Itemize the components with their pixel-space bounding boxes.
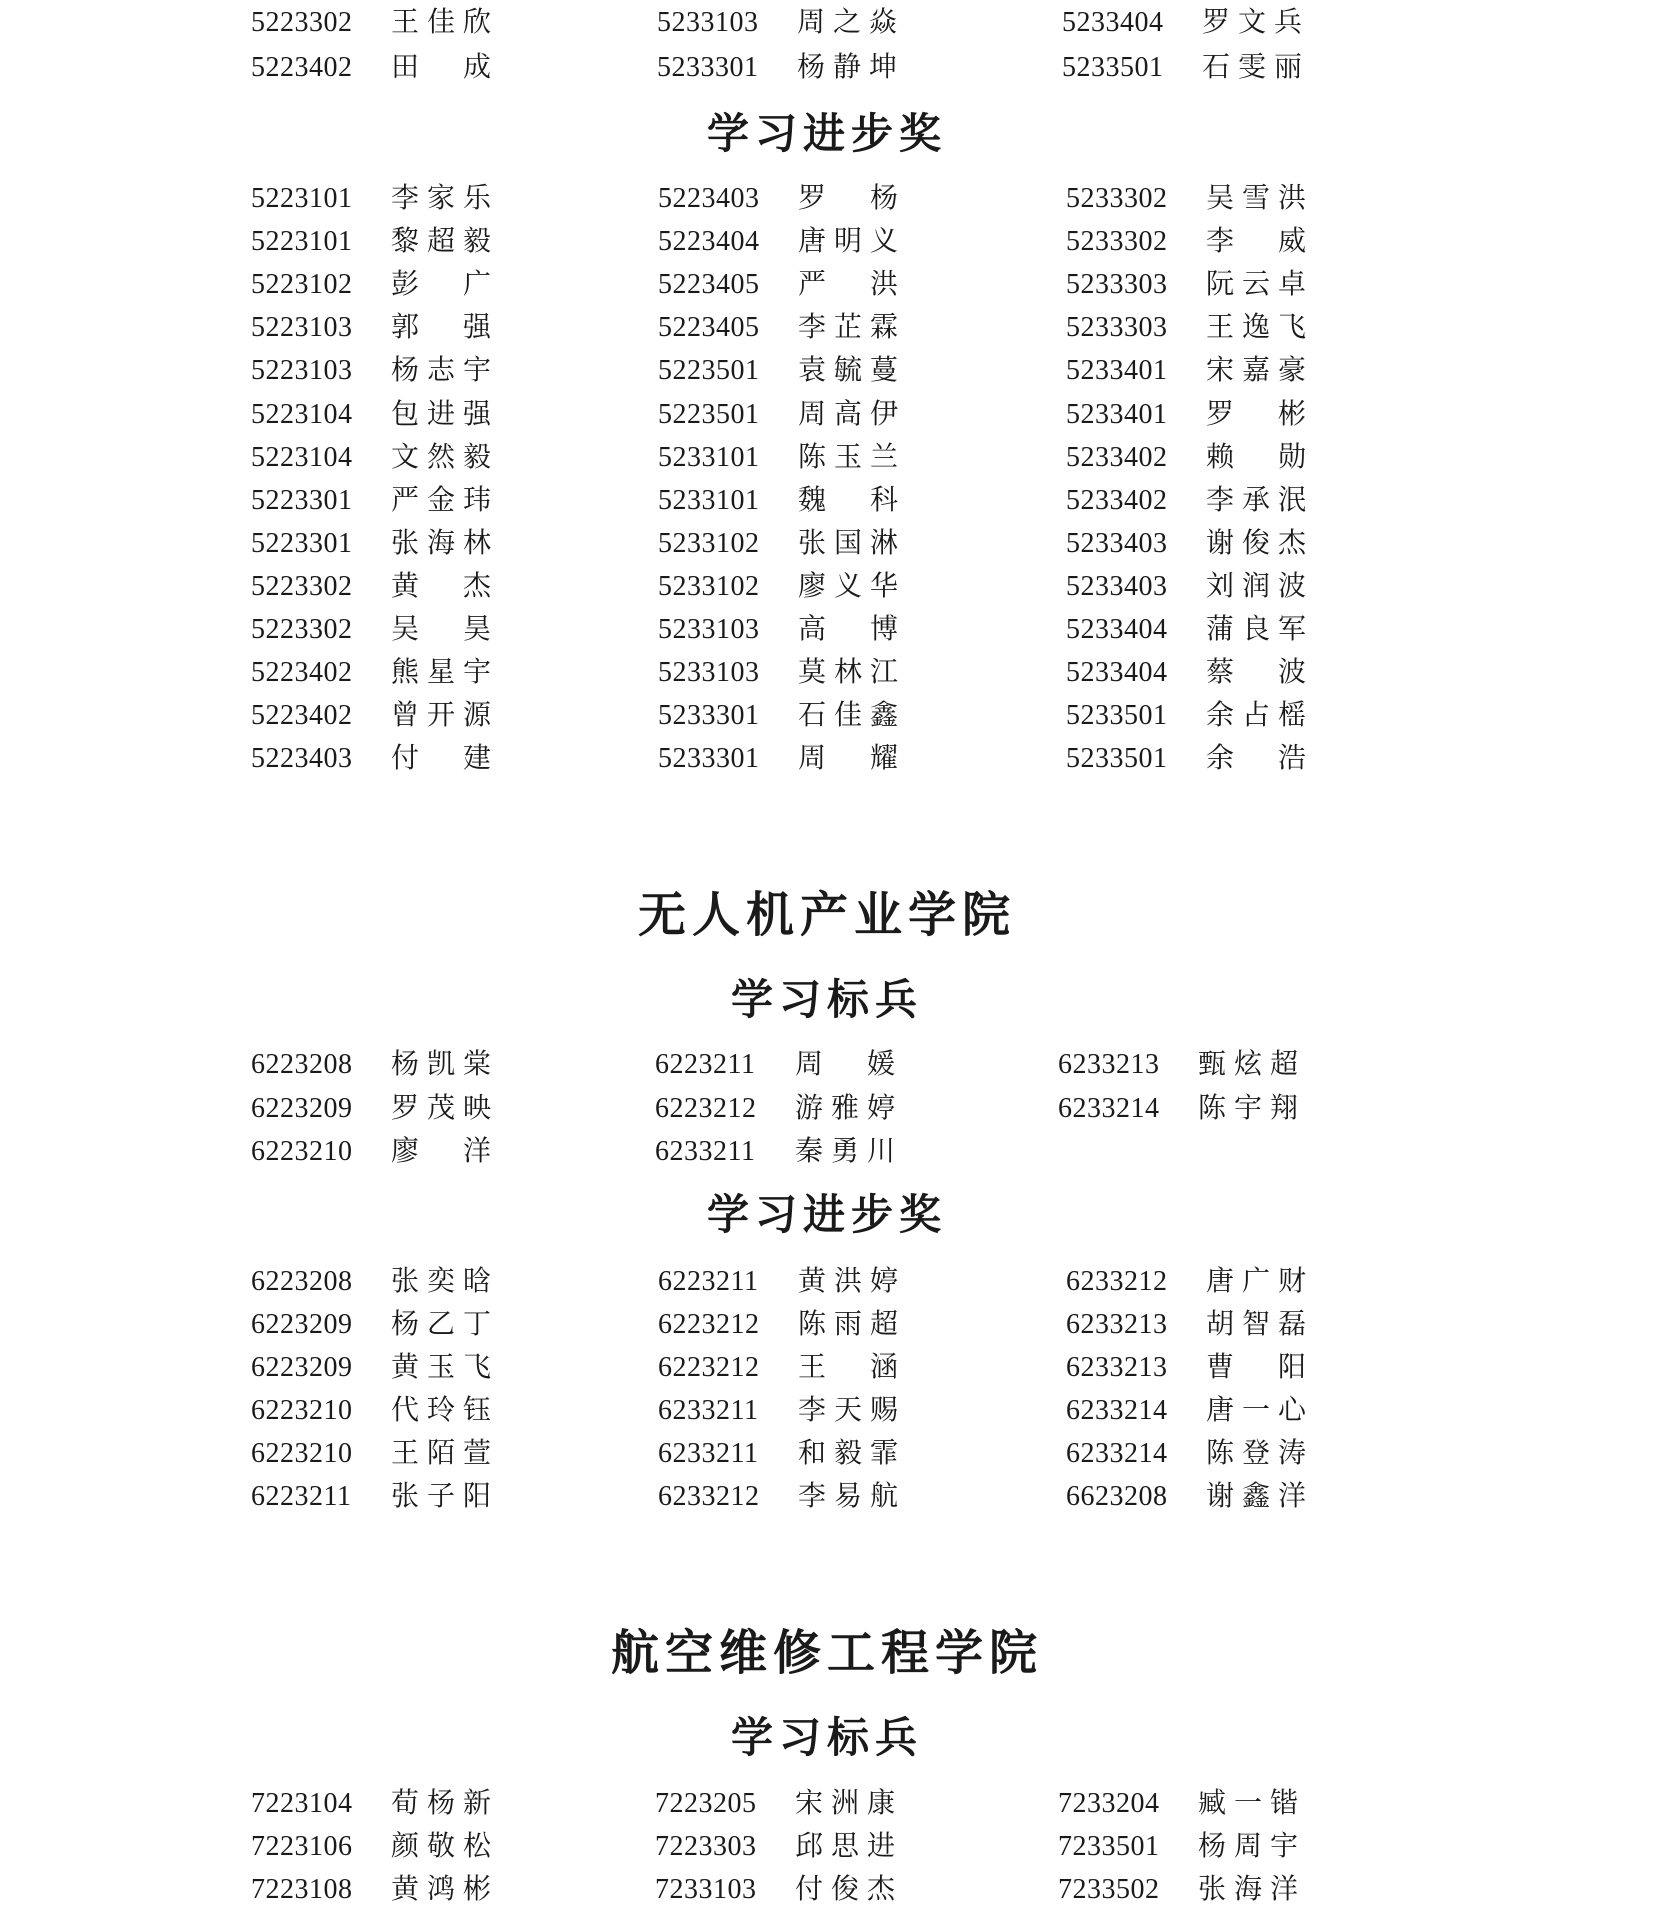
student-id: 6623208 — [1066, 1481, 1168, 1512]
student-entry — [251, 1347, 491, 1387]
student-entry — [1066, 394, 1306, 434]
student-entry — [251, 1261, 491, 1301]
student-entry — [1066, 738, 1306, 778]
student-name: 杨静坤 — [797, 50, 897, 83]
student-id: 5223405 — [658, 312, 760, 343]
student-entry — [1066, 437, 1306, 477]
student-id: 5233303 — [1066, 269, 1168, 300]
student-name: 赖勋 — [1206, 440, 1306, 473]
student-entry — [1066, 1304, 1306, 1344]
student-name: 张海洋 — [1198, 1872, 1298, 1905]
student-name: 王佳欣 — [391, 5, 491, 38]
student-name: 唐明义 — [798, 224, 898, 257]
student-id: 5233501 — [1062, 52, 1164, 83]
student-id: 6223208 — [251, 1049, 353, 1080]
student-entry — [1066, 480, 1306, 520]
student-name: 廖义华 — [798, 569, 898, 602]
student-entry — [655, 1131, 895, 1171]
student-id: 6233212 — [658, 1481, 760, 1512]
table-row — [0, 1476, 1654, 1516]
student-entry — [655, 1869, 895, 1909]
student-name: 严洪 — [798, 267, 898, 300]
student-entry — [657, 47, 897, 87]
student-entry — [655, 1088, 895, 1128]
student-name: 宋嘉豪 — [1206, 353, 1306, 386]
student-entry — [658, 1347, 898, 1387]
student-name: 游雅婷 — [795, 1091, 895, 1124]
student-name: 余占榣 — [1206, 698, 1306, 731]
student-name: 李威 — [1206, 224, 1306, 257]
student-id: 5233402 — [1066, 442, 1168, 473]
student-id: 5223101 — [251, 226, 353, 257]
student-entry — [658, 1390, 898, 1430]
student-id: 5233501 — [1066, 700, 1168, 731]
student-name: 付建 — [391, 741, 491, 774]
student-entry — [1058, 1044, 1298, 1084]
student-entry — [658, 566, 898, 606]
student-name: 邱思进 — [795, 1829, 895, 1862]
table-row — [0, 609, 1654, 649]
student-id: 6223212 — [658, 1352, 760, 1383]
student-id: 6223211 — [655, 1049, 756, 1080]
student-entry — [1058, 1826, 1298, 1866]
student-name: 周高伊 — [798, 397, 898, 430]
table-row — [0, 480, 1654, 520]
student-name: 黄杰 — [391, 569, 491, 602]
student-name: 李易航 — [798, 1479, 898, 1512]
student-id: 6233214 — [1066, 1395, 1168, 1426]
award-heading: 学习进步奖 — [706, 109, 947, 158]
table-row — [0, 2, 1654, 42]
student-id: 6233214 — [1066, 1438, 1168, 1469]
student-entry — [657, 2, 897, 42]
student-name: 王陌萱 — [391, 1436, 491, 1469]
student-name: 甄炫超 — [1198, 1047, 1298, 1080]
student-id: 6223209 — [251, 1309, 353, 1340]
student-name: 石雯丽 — [1202, 50, 1302, 83]
student-name: 周耀 — [798, 741, 898, 774]
student-name: 廖洋 — [391, 1134, 491, 1167]
student-name: 陈登涛 — [1206, 1436, 1306, 1469]
table-row — [0, 1826, 1654, 1866]
student-id: 7233103 — [655, 1874, 757, 1905]
student-entry — [658, 307, 898, 347]
student-entry — [658, 264, 898, 304]
student-name: 曹阳 — [1206, 1350, 1306, 1383]
student-entry — [251, 695, 491, 735]
student-entry — [251, 1044, 491, 1084]
student-entry — [1066, 1347, 1306, 1387]
student-id: 5223501 — [658, 399, 760, 430]
student-id: 7223303 — [655, 1831, 757, 1862]
student-id: 7233502 — [1058, 1874, 1160, 1905]
student-id: 5233501 — [1066, 743, 1168, 774]
student-entry — [658, 437, 898, 477]
student-name: 谢俊杰 — [1206, 526, 1306, 559]
award-heading: 学习标兵 — [730, 1713, 923, 1762]
student-entry — [1066, 652, 1306, 692]
table-row — [0, 1390, 1654, 1430]
student-entry — [658, 652, 898, 692]
student-id: 6233211 — [658, 1395, 759, 1426]
student-name: 杨周宇 — [1198, 1829, 1298, 1862]
student-id: 7233204 — [1058, 1788, 1160, 1819]
student-id: 5223402 — [251, 52, 353, 83]
student-entry — [251, 1826, 491, 1866]
student-name: 杨凯棠 — [391, 1047, 491, 1080]
student-entry — [251, 1476, 491, 1516]
student-name: 唐广财 — [1206, 1264, 1306, 1297]
table-row — [0, 738, 1654, 778]
student-entry — [251, 350, 491, 390]
student-id: 6223210 — [251, 1438, 353, 1469]
table-row — [0, 221, 1654, 261]
student-id: 5233404 — [1066, 614, 1168, 645]
student-id: 7223106 — [251, 1831, 353, 1862]
student-id: 5223302 — [251, 614, 353, 645]
student-id: 5233401 — [1066, 399, 1168, 430]
student-entry — [1066, 1261, 1306, 1301]
student-name: 和毅霏 — [798, 1436, 898, 1469]
student-entry — [251, 221, 491, 261]
student-entry — [658, 480, 898, 520]
student-entry — [251, 394, 491, 434]
student-entry — [251, 1433, 491, 1473]
table-row — [0, 437, 1654, 477]
student-entry — [251, 2, 491, 42]
table-row — [0, 1261, 1654, 1301]
student-id: 6233211 — [658, 1438, 759, 1469]
student-id: 5223104 — [251, 399, 353, 430]
student-entry — [1066, 1390, 1306, 1430]
student-id: 5223403 — [251, 743, 353, 774]
table-row — [0, 1088, 1654, 1128]
student-entry — [1058, 1088, 1298, 1128]
student-name: 张国淋 — [798, 526, 898, 559]
student-name: 黄洪婷 — [798, 1264, 898, 1297]
student-entry — [251, 523, 491, 563]
student-entry — [251, 738, 491, 778]
student-name: 熊星宇 — [391, 655, 491, 688]
student-id: 6233213 — [1066, 1352, 1168, 1383]
student-id: 6233211 — [655, 1136, 756, 1167]
student-entry — [251, 609, 491, 649]
student-entry — [658, 523, 898, 563]
student-entry — [658, 178, 898, 218]
student-entry — [1058, 1869, 1298, 1909]
student-id: 5233301 — [658, 700, 760, 731]
student-entry — [251, 307, 491, 347]
college-title: 航空维修工程学院 — [610, 1625, 1043, 1681]
student-id: 5233101 — [658, 442, 760, 473]
student-name: 石佳鑫 — [798, 698, 898, 731]
table-row — [0, 652, 1654, 692]
student-name: 魏科 — [798, 483, 898, 516]
student-entry — [251, 652, 491, 692]
student-id: 7223108 — [251, 1874, 353, 1905]
student-id: 5223403 — [658, 183, 760, 214]
student-name: 张奕晗 — [391, 1264, 491, 1297]
student-name: 王涵 — [798, 1350, 898, 1383]
student-name: 黄玉飞 — [391, 1350, 491, 1383]
student-entry — [1066, 566, 1306, 606]
student-name: 颜敬松 — [391, 1829, 491, 1862]
student-entry — [251, 264, 491, 304]
student-entry — [1066, 1476, 1306, 1516]
student-name: 罗杨 — [798, 181, 898, 214]
student-name: 黄鸿彬 — [391, 1872, 491, 1905]
student-id: 6223209 — [251, 1352, 353, 1383]
table-row — [0, 178, 1654, 218]
student-name: 罗彬 — [1206, 397, 1306, 430]
student-id: 7223205 — [655, 1788, 757, 1819]
student-entry — [251, 1131, 491, 1171]
student-name: 杨乙丁 — [391, 1307, 491, 1340]
table-row — [0, 1304, 1654, 1344]
student-name: 杨志宇 — [391, 353, 491, 386]
student-name: 莫林江 — [798, 655, 898, 688]
student-entry — [251, 1390, 491, 1430]
student-id: 5233301 — [657, 52, 759, 83]
student-name: 蒲良军 — [1206, 612, 1306, 645]
table-row — [0, 1044, 1654, 1084]
student-id: 6223211 — [658, 1266, 759, 1297]
student-id: 5233301 — [658, 743, 760, 774]
student-entry — [658, 695, 898, 735]
student-name: 李天赐 — [798, 1393, 898, 1426]
student-name: 田成 — [391, 50, 491, 83]
table-row — [0, 1131, 1654, 1171]
student-name: 包进强 — [391, 397, 491, 430]
student-id: 5233103 — [657, 7, 759, 38]
student-id: 5223103 — [251, 312, 353, 343]
student-entry — [251, 1783, 491, 1823]
student-id: 5223301 — [251, 485, 353, 516]
student-entry — [655, 1826, 895, 1866]
table-row — [0, 1433, 1654, 1473]
student-id: 5223302 — [251, 571, 353, 602]
student-id: 6233213 — [1058, 1049, 1160, 1080]
student-id: 6223211 — [251, 1481, 352, 1512]
student-name: 李家乐 — [391, 181, 491, 214]
student-id: 5233403 — [1066, 528, 1168, 559]
student-id: 5223405 — [658, 269, 760, 300]
table-row — [0, 47, 1654, 87]
student-id: 7233501 — [1058, 1831, 1160, 1862]
student-entry — [658, 221, 898, 261]
student-name: 张子阳 — [391, 1479, 491, 1512]
student-name: 彭广 — [391, 267, 491, 300]
student-entry — [1058, 1783, 1298, 1823]
student-name: 严金玮 — [391, 483, 491, 516]
table-row — [0, 695, 1654, 735]
table-row — [0, 1869, 1654, 1909]
student-entry — [655, 1044, 895, 1084]
student-name: 荀杨新 — [391, 1786, 491, 1819]
student-entry — [658, 1476, 898, 1516]
student-entry — [1066, 307, 1306, 347]
student-entry — [251, 566, 491, 606]
student-name: 臧一锴 — [1198, 1786, 1298, 1819]
student-entry — [1066, 1433, 1306, 1473]
student-id: 5223501 — [658, 355, 760, 386]
student-name: 陈雨超 — [798, 1307, 898, 1340]
student-entry — [1062, 47, 1302, 87]
student-id: 5233302 — [1066, 226, 1168, 257]
student-id: 5233101 — [658, 485, 760, 516]
student-id: 5233403 — [1066, 571, 1168, 602]
student-id: 6223210 — [251, 1136, 353, 1167]
student-entry — [1062, 2, 1302, 42]
student-id: 5233102 — [658, 571, 760, 602]
student-id: 5233404 — [1066, 657, 1168, 688]
table-row — [0, 394, 1654, 434]
student-name: 刘润波 — [1206, 569, 1306, 602]
table-row — [0, 1347, 1654, 1387]
student-entry — [1066, 609, 1306, 649]
table-row — [0, 264, 1654, 304]
student-id: 5223402 — [251, 700, 353, 731]
student-entry — [251, 1304, 491, 1344]
student-id: 6233212 — [1066, 1266, 1168, 1297]
student-id: 5223102 — [251, 269, 353, 300]
student-id: 5223301 — [251, 528, 353, 559]
student-name: 秦勇川 — [795, 1134, 895, 1167]
student-id: 5233103 — [658, 614, 760, 645]
student-id: 5233404 — [1062, 7, 1164, 38]
student-name: 高博 — [798, 612, 898, 645]
student-id: 6223209 — [251, 1093, 353, 1124]
student-id: 5233303 — [1066, 312, 1168, 343]
student-name: 李承泯 — [1206, 483, 1306, 516]
student-name: 周之焱 — [797, 5, 897, 38]
student-entry — [251, 47, 491, 87]
student-entry — [1066, 523, 1306, 563]
student-name: 罗茂映 — [391, 1091, 491, 1124]
student-name: 袁毓蔓 — [798, 353, 898, 386]
student-entry — [658, 394, 898, 434]
student-id: 5223101 — [251, 183, 353, 214]
student-entry — [251, 1869, 491, 1909]
student-id: 5233102 — [658, 528, 760, 559]
student-id: 5233402 — [1066, 485, 1168, 516]
student-id: 5223402 — [251, 657, 353, 688]
student-name: 张海林 — [391, 526, 491, 559]
student-entry — [1066, 264, 1306, 304]
student-id: 5233401 — [1066, 355, 1168, 386]
student-entry — [1066, 350, 1306, 390]
student-entry — [251, 178, 491, 218]
student-name: 付俊杰 — [795, 1872, 895, 1905]
student-name: 李芷霖 — [798, 310, 898, 343]
student-id: 5223104 — [251, 442, 353, 473]
student-entry — [251, 480, 491, 520]
student-id: 6233214 — [1058, 1093, 1160, 1124]
student-name: 黎超毅 — [391, 224, 491, 257]
student-entry — [1066, 221, 1306, 261]
student-name: 代玲钰 — [391, 1393, 491, 1426]
student-id: 5223302 — [251, 7, 353, 38]
table-row — [0, 566, 1654, 606]
award-heading: 学习进步奖 — [706, 1190, 947, 1239]
student-name: 余浩 — [1206, 741, 1306, 774]
award-heading: 学习标兵 — [730, 975, 923, 1024]
student-id: 5223404 — [658, 226, 760, 257]
student-id: 6233213 — [1066, 1309, 1168, 1340]
student-entry — [251, 437, 491, 477]
student-name: 曾开源 — [391, 698, 491, 731]
table-row — [0, 523, 1654, 563]
student-name: 宋洲康 — [795, 1786, 895, 1819]
student-name: 周媛 — [795, 1047, 895, 1080]
student-name: 罗文兵 — [1202, 5, 1302, 38]
student-id: 5223103 — [251, 355, 353, 386]
student-id: 6223212 — [655, 1093, 757, 1124]
student-name: 吴昊 — [391, 612, 491, 645]
student-name: 郭强 — [391, 310, 491, 343]
table-row — [0, 350, 1654, 390]
student-entry — [655, 1783, 895, 1823]
student-id: 6223210 — [251, 1395, 353, 1426]
student-name: 谢鑫洋 — [1206, 1479, 1306, 1512]
student-name: 唐一心 — [1206, 1393, 1306, 1426]
college-title: 无人机产业学院 — [637, 887, 1016, 943]
student-entry — [1066, 695, 1306, 735]
student-entry — [658, 1433, 898, 1473]
student-entry — [658, 738, 898, 778]
student-id: 6223208 — [251, 1266, 353, 1297]
student-id: 7223104 — [251, 1788, 353, 1819]
student-name: 胡智磊 — [1206, 1307, 1306, 1340]
student-id: 6223212 — [658, 1309, 760, 1340]
student-name: 陈玉兰 — [798, 440, 898, 473]
student-entry — [251, 1088, 491, 1128]
student-name: 蔡波 — [1206, 655, 1306, 688]
student-name: 王逸飞 — [1206, 310, 1306, 343]
student-entry — [658, 609, 898, 649]
student-id: 5233103 — [658, 657, 760, 688]
student-name: 陈宇翔 — [1198, 1091, 1298, 1124]
student-name: 文然毅 — [391, 440, 491, 473]
student-name: 吴雪洪 — [1206, 181, 1306, 214]
student-entry — [658, 1304, 898, 1344]
student-entry — [1066, 178, 1306, 218]
student-id: 5233302 — [1066, 183, 1168, 214]
student-entry — [658, 350, 898, 390]
student-name: 阮云卓 — [1206, 267, 1306, 300]
table-row — [0, 307, 1654, 347]
student-entry — [658, 1261, 898, 1301]
table-row — [0, 1783, 1654, 1823]
